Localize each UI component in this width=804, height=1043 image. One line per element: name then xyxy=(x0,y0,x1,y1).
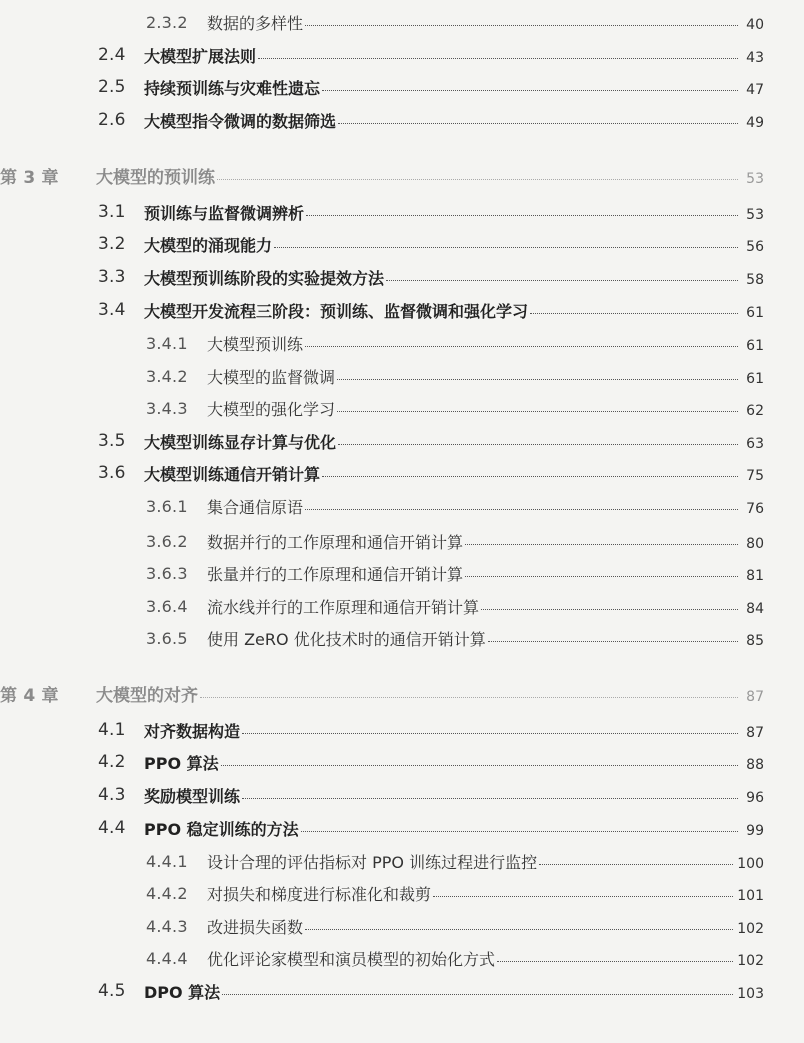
toc-entry-title: 大模型预训练 xyxy=(207,334,304,354)
toc-entry-number: 第 4 章 xyxy=(0,685,59,706)
toc-entry-title: 大模型训练显存计算与优化 xyxy=(144,432,337,452)
toc-section-entry[interactable] xyxy=(0,229,764,259)
toc-page-number: 101 xyxy=(737,887,764,904)
dot-leader xyxy=(222,993,733,995)
toc-entry-number: 3.6.2 xyxy=(146,531,188,551)
toc-entry-number: 4.2 xyxy=(98,752,126,772)
dot-leader xyxy=(322,89,738,91)
toc-page-number: 85 xyxy=(746,632,764,649)
toc-page-number: 99 xyxy=(746,822,764,839)
toc-entry-title: 预训练与监督微调辨析 xyxy=(144,203,305,223)
toc-page-number: 61 xyxy=(746,304,764,321)
toc-section-entry[interactable] xyxy=(0,105,764,135)
toc-entry-title: 大模型的预训练 xyxy=(96,167,215,188)
dot-leader xyxy=(242,797,738,799)
toc-entry-number: 4.4.2 xyxy=(146,883,188,903)
toc-section-entry[interactable] xyxy=(0,715,764,745)
toc-page-number: 88 xyxy=(746,756,764,773)
dot-leader xyxy=(433,895,733,897)
toc-entry-title: 奖励模型训练 xyxy=(144,786,241,806)
toc-section-entry[interactable] xyxy=(0,780,764,810)
toc-section-entry[interactable] xyxy=(0,747,764,777)
toc-page-number: 76 xyxy=(746,500,764,517)
dot-leader xyxy=(301,830,738,832)
toc-entry-number: 3.5 xyxy=(98,431,126,451)
toc-page-number: 47 xyxy=(746,81,764,98)
toc-subsection-entry[interactable] xyxy=(0,943,764,973)
toc-entry-title: 数据并行的工作原理和通信开销计算 xyxy=(207,532,464,552)
dot-leader xyxy=(481,608,738,610)
toc-entry-number: 3.6.4 xyxy=(146,596,188,616)
toc-page-number: 100 xyxy=(737,855,764,872)
toc-subsection-entry[interactable] xyxy=(0,846,764,876)
toc-entry-number: 3.2 xyxy=(98,234,126,254)
toc-entry-number: 3.3 xyxy=(98,267,126,287)
toc-entry-number: 2.5 xyxy=(98,77,126,97)
toc-subsection-entry[interactable] xyxy=(0,558,764,588)
toc-page-number: 87 xyxy=(746,724,764,741)
toc-chapter-entry[interactable] xyxy=(0,160,764,190)
toc-entry-title: 大模型指令微调的数据筛选 xyxy=(144,111,337,131)
toc-entry-number: 3.4 xyxy=(98,300,126,320)
toc-page-number: 58 xyxy=(746,271,764,288)
toc-entry-title: DPO 算法 xyxy=(144,982,221,1002)
dot-leader xyxy=(337,410,738,412)
dot-leader xyxy=(337,378,738,380)
dot-leader xyxy=(539,863,733,865)
toc-page-number: 103 xyxy=(737,985,764,1002)
dot-leader xyxy=(465,575,738,577)
toc-subsection-entry[interactable] xyxy=(0,878,764,908)
toc-page-number: 61 xyxy=(746,370,764,387)
dot-leader xyxy=(305,345,738,347)
toc-section-entry[interactable] xyxy=(0,262,764,292)
toc-entry-number: 3.6 xyxy=(98,463,126,483)
toc-entry-number: 3.4.2 xyxy=(146,366,188,386)
toc-subsection-entry[interactable] xyxy=(0,361,764,391)
dot-leader xyxy=(305,24,738,26)
toc-entry-title: 大模型的对齐 xyxy=(96,685,198,706)
toc-section-entry[interactable] xyxy=(0,426,764,456)
toc-page-number: 102 xyxy=(737,920,764,937)
toc-entry-title: 持续预训练与灾难性遗忘 xyxy=(144,78,321,98)
dot-leader xyxy=(305,928,733,930)
toc-page-number: 75 xyxy=(746,467,764,484)
toc-entry-number: 3.6.1 xyxy=(146,496,188,516)
toc-page-number: 40 xyxy=(746,16,764,33)
toc-entry-number: 第 3 章 xyxy=(0,167,59,188)
toc-entry-number: 4.1 xyxy=(98,720,126,740)
toc-entry-title: 大模型的强化学习 xyxy=(207,399,336,419)
toc-entry-title: 大模型的监督微调 xyxy=(207,367,336,387)
toc-page-number: 102 xyxy=(737,952,764,969)
toc-page-number: 49 xyxy=(746,114,764,131)
dot-leader xyxy=(338,122,738,124)
toc-subsection-entry[interactable] xyxy=(0,526,764,556)
toc-entry-title: 优化评论家模型和演员模型的初始化方式 xyxy=(207,949,496,969)
toc-chapter-entry[interactable] xyxy=(0,678,764,708)
toc-section-entry[interactable] xyxy=(0,976,764,1006)
dot-leader xyxy=(386,279,738,281)
toc-entry-number: 2.6 xyxy=(98,110,126,130)
toc-entry-title: 张量并行的工作原理和通信开销计算 xyxy=(207,564,464,584)
toc-entry-title: 大模型开发流程三阶段：预训练、监督微调和强化学习 xyxy=(144,301,529,321)
toc-entry-title: 大模型预训练阶段的实验提效方法 xyxy=(144,268,385,288)
toc-page-number: 87 xyxy=(746,688,764,705)
dot-leader xyxy=(242,732,738,734)
dot-leader xyxy=(217,178,738,180)
toc-page-number: 81 xyxy=(746,567,764,584)
toc-section-entry[interactable] xyxy=(0,295,764,325)
toc-entry-number: 3.4.1 xyxy=(146,333,188,353)
dot-leader xyxy=(306,214,738,216)
toc-entry-title: PPO 稳定训练的方法 xyxy=(144,819,299,839)
toc-subsection-entry[interactable] xyxy=(0,911,764,941)
toc-page-number: 61 xyxy=(746,337,764,354)
dot-leader xyxy=(274,246,738,248)
toc-page-number: 43 xyxy=(746,49,764,66)
toc-entry-title: 对损失和梯度进行标准化和裁剪 xyxy=(207,884,432,904)
toc-entry-title: 对齐数据构造 xyxy=(144,721,241,741)
toc-page-number: 62 xyxy=(746,402,764,419)
dot-leader xyxy=(338,443,738,445)
toc-subsection-entry[interactable] xyxy=(0,328,764,358)
dot-leader xyxy=(530,312,738,314)
dot-leader xyxy=(488,640,738,642)
toc-subsection-entry[interactable] xyxy=(0,491,764,521)
toc-page-number: 53 xyxy=(746,206,764,223)
dot-leader xyxy=(258,57,738,59)
dot-leader xyxy=(305,508,738,510)
dot-leader xyxy=(465,543,738,545)
toc-entry-title: 使用 ZeRO 优化技术时的通信开销计算 xyxy=(207,629,486,649)
dot-leader xyxy=(200,696,738,698)
toc-page-number: 63 xyxy=(746,435,764,452)
toc-subsection-entry[interactable] xyxy=(0,623,764,653)
toc-page-number: 80 xyxy=(746,535,764,552)
toc-page-number: 84 xyxy=(746,600,764,617)
toc-entry-title: 大模型训练通信开销计算 xyxy=(144,464,321,484)
toc-entry-number: 4.4.4 xyxy=(146,948,188,968)
toc-entry-title: 数据的多样性 xyxy=(207,13,304,33)
toc-entry-number: 4.4 xyxy=(98,818,126,838)
dot-leader xyxy=(221,764,738,766)
toc-entry-number: 3.6.3 xyxy=(146,563,188,583)
toc-entry-number: 2.4 xyxy=(98,45,126,65)
toc-entry-number: 3.6.5 xyxy=(146,628,188,648)
toc-section-entry[interactable] xyxy=(0,458,764,488)
toc-entry-number: 2.3.2 xyxy=(146,12,188,32)
toc-entry-title: PPO 算法 xyxy=(144,753,219,773)
dot-leader xyxy=(322,475,738,477)
toc-entry-title: 集合通信原语 xyxy=(207,497,304,517)
toc-entry-number: 4.4.1 xyxy=(146,851,188,871)
toc-entry-number: 4.4.3 xyxy=(146,916,188,936)
toc-subsection-entry[interactable] xyxy=(0,7,764,37)
toc-page-number: 53 xyxy=(746,170,764,187)
toc-section-entry[interactable] xyxy=(0,72,764,102)
toc-entry-title: 设计合理的评估指标对 PPO 训练过程进行监控 xyxy=(207,852,538,872)
toc-entry-number: 4.5 xyxy=(98,981,126,1001)
toc-page-number: 56 xyxy=(746,238,764,255)
toc-section-entry[interactable] xyxy=(0,40,764,70)
toc-entry-title: 大模型扩展法则 xyxy=(144,46,257,66)
toc-subsection-entry[interactable] xyxy=(0,393,764,423)
toc-subsection-entry[interactable] xyxy=(0,591,764,621)
toc-section-entry[interactable] xyxy=(0,197,764,227)
toc-entry-title: 流水线并行的工作原理和通信开销计算 xyxy=(207,597,480,617)
toc-entry-title: 改进损失函数 xyxy=(207,917,304,937)
toc-entry-number: 4.3 xyxy=(98,785,126,805)
toc-page-number: 96 xyxy=(746,789,764,806)
dot-leader xyxy=(497,960,733,962)
toc-entry-number: 3.1 xyxy=(98,202,126,222)
toc-entry-number: 3.4.3 xyxy=(146,398,188,418)
toc-entry-title: 大模型的涌现能力 xyxy=(144,235,273,255)
toc-section-entry[interactable] xyxy=(0,813,764,843)
